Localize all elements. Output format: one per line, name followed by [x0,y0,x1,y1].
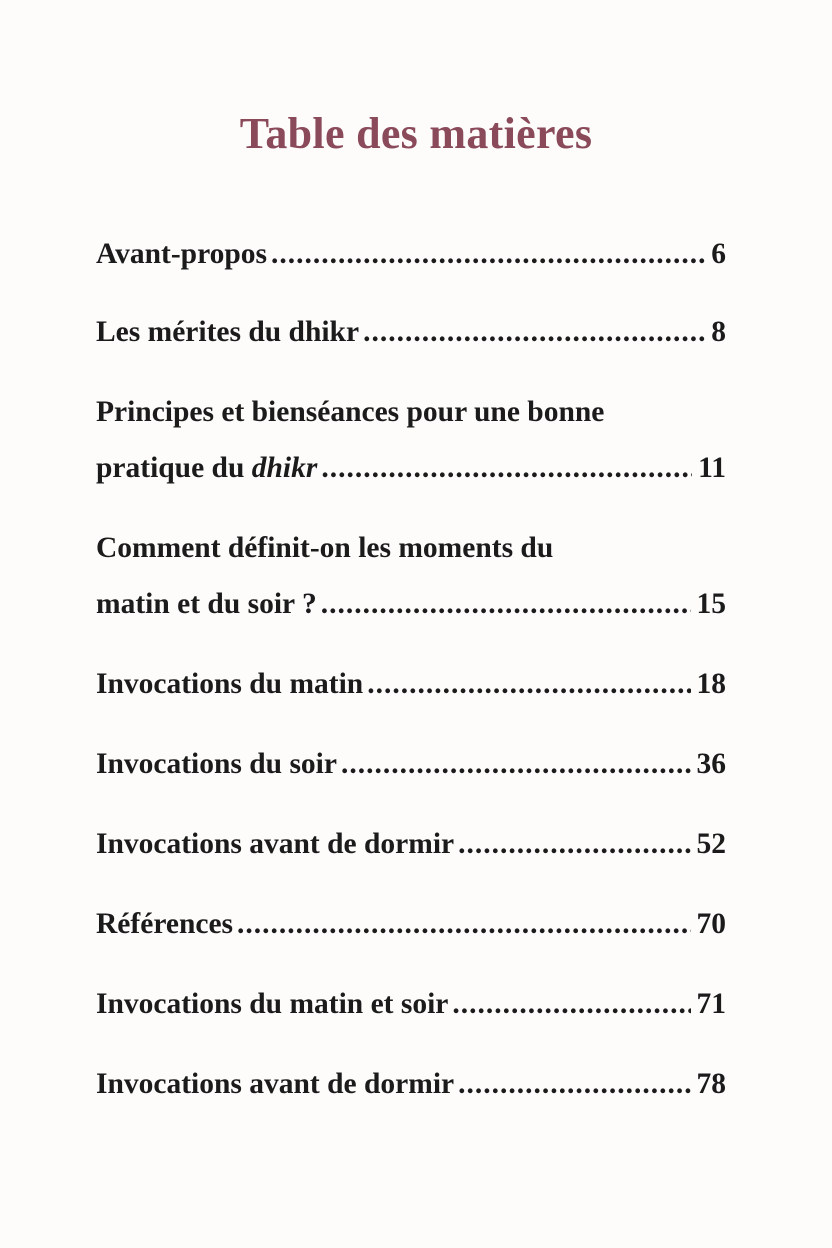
entry-title-line1: Principes et bienséances pour une bonne [96,396,605,428]
dot-leader [458,830,690,860]
entry-title: Avant-propos [96,238,268,270]
page-number: 18 [696,668,726,700]
page-number: 70 [696,908,726,940]
entry-title: matin et du soir ? [96,587,317,620]
entry-title [96,451,318,484]
dot-leader [367,670,690,700]
toc-entry [96,990,726,1020]
entry-title: Références [96,908,234,940]
page-number: 52 [696,828,726,860]
dot-leader [321,454,692,484]
toc-entry [96,398,726,483]
toc-entry [96,910,726,940]
page-number: 15 [696,587,726,620]
entry-title: Invocations du soir [96,748,337,780]
toc-entry [96,1070,726,1100]
page-number: 8 [711,316,726,348]
dot-leader [321,590,691,620]
toc-entry [96,240,726,270]
page-number: 36 [696,748,726,780]
entry-title-line1: Comment définit-on les moments du [96,532,554,564]
entry-title: Invocations du matin et soir [96,988,449,1020]
dot-leader [341,750,691,780]
page-title: Table des matières [239,109,593,158]
toc-entry [96,830,726,860]
entry-title: Invocations avant de dormir [96,828,455,860]
entry-title-text: pratique du [96,451,245,484]
page-number: 11 [698,451,726,484]
dot-leader [237,910,690,940]
toc-entry [96,534,726,619]
entry-title: Invocations avant de dormir [96,1068,455,1100]
dot-leader [452,990,690,1020]
toc-entry [96,670,726,700]
toc-entry [96,318,726,348]
dot-leader [363,318,705,348]
entry-title: Invocations du matin [96,668,364,700]
toc-entry [96,750,726,780]
dot-leader [271,240,705,270]
entry-title-emphasis: dhikr [251,451,318,484]
page-number: 71 [696,988,726,1020]
page-number: 6 [711,238,726,270]
dot-leader [458,1070,690,1100]
page-number: 78 [696,1068,726,1100]
entry-title: Les mérites du dhikr [96,316,360,348]
